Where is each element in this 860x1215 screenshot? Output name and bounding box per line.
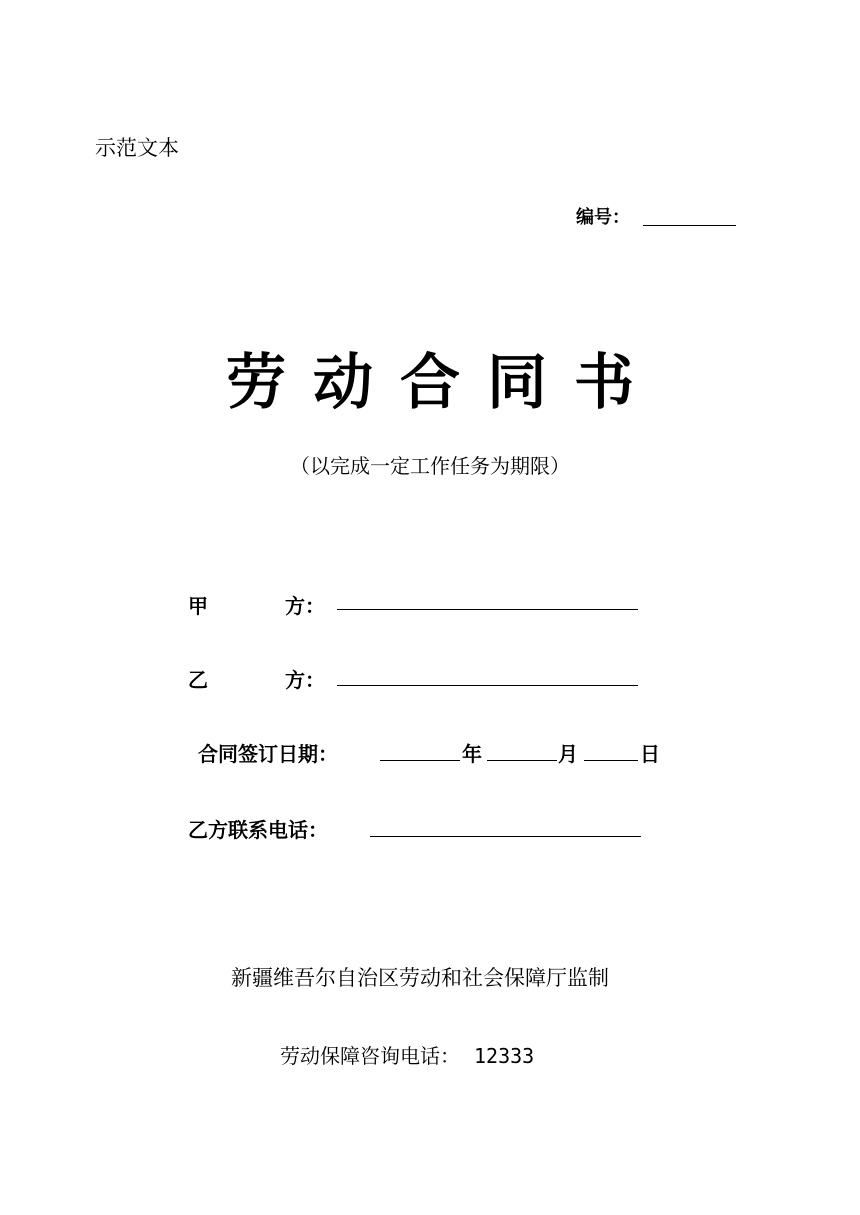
party-a-suffix: 方：: [285, 594, 325, 618]
party-a-label: 甲: [188, 594, 208, 618]
document-subtitle: （以完成一定工作任务为期限）: [290, 454, 570, 478]
party-b-phone-blank: [370, 836, 641, 837]
sign-date-day-blank: [584, 760, 638, 761]
sign-date-label: 合同签订日期：: [198, 742, 338, 766]
sign-date-year-unit: 年: [462, 742, 482, 766]
hotline-number: 12333: [474, 1044, 535, 1068]
party-b-label: 乙: [188, 668, 208, 692]
supervisor-statement: 新疆维吾尔自治区劳动和社会保障厅监制: [231, 966, 609, 990]
party-a-blank: [337, 609, 638, 610]
document-number-label: 编号：: [576, 207, 630, 228]
party-b-suffix: 方：: [285, 668, 325, 692]
party-b-phone-label: 乙方联系电话：: [188, 818, 328, 842]
sample-text-label: 示范文本: [95, 136, 179, 160]
sign-date-month-unit: 月: [558, 742, 578, 766]
hotline-label: 劳动保障咨询电话：: [280, 1044, 460, 1068]
document-number-blank: [643, 225, 736, 226]
sign-date-year-blank: [380, 760, 460, 761]
sign-date-day-unit: 日: [640, 742, 660, 766]
document-title: 劳动合同书: [226, 348, 661, 418]
party-b-blank: [337, 685, 638, 686]
sign-date-month-blank: [487, 760, 557, 761]
hotline: [280, 1040, 534, 1069]
